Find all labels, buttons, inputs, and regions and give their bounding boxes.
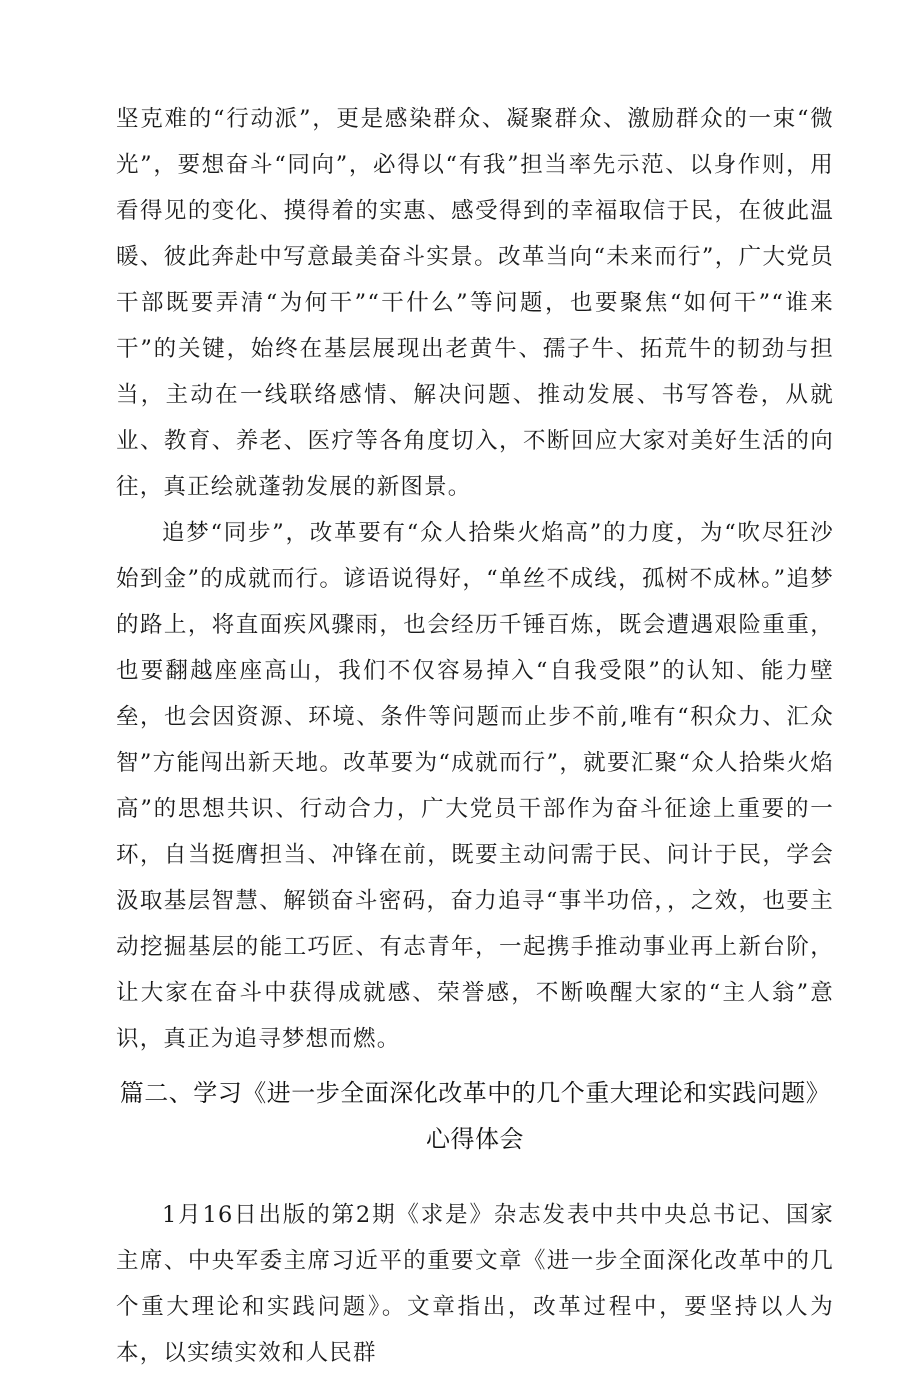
body-paragraph-3: 1月16日出版的第2期《求是》杂志发表中共中央总书记、国家主席、中央军委主席习近平的重要文章《进一步全面深化改革中的几个重大理论和实践问题》。文章指出，改革过程中，要坚持以人为本，以实绩实效和人民群 (116, 1202, 834, 1366)
document-page (116, 96, 834, 1376)
section-heading-line-1: 篇二、学习《进一步全面深化改革中的几个重大理论和实践问题》 (119, 1079, 831, 1107)
body-paragraph-1: 坚克难的“行动派”，更是感染群众、凝聚群众、激励群众的一束“微光”，要想奋斗“同向”，必得以“有我”担当率先示范、以身作则，用看得见的变化、摸得着的实惠、感受得到的幸福取信于民，在彼此温暖、彼此奔赴中写意最美奋斗实景。改革当向“未来而行”，广大党员干部既要弄清“为何干”“干什么”等问题，也要聚焦“如何干”“谁来干”的关键，始终在基层展现出老黄牛、孺子牛、拓荒牛的韧劲与担当，主动在一线联络感情、解决问题、推动发展、书写答卷，从就业、教育、养老、医疗等各角度切入，不断回应大家对美好生活的向往，真正绘就蓬勃发展的新图景。 (116, 106, 834, 500)
section-heading (116, 1070, 834, 1162)
body-paragraph-2: 追梦“同步”，改革要有“众人拾柴火焰高”的力度，为“吹尽狂沙始到金”的成就而行。谚语说得好，“单丝不成线，孤树不成林。”追梦的路上，将直面疾风骤雨，也会经历千锤百炼，既会遭遇艰险重重，也要翻越座座高山，我们不仅容易掉入“自我受限”的认知、能力壁垒，也会因资源、环境、条件等问题而止步不前,唯有“积众力、汇众智”方能闯出新天地。改革要为“成就而行”，就要汇聚“众人拾柴火焰高”的思想共识、行动合力，广大党员干部作为奋斗征途上重要的一环，自当挺膺担当、冲锋在前，既要主动问需于民、问计于民，学会汲取基层智慧、解锁奋斗密码，奋力追寻“事半功倍，，之效，也要主动挖掘基层的能工巧匠、有志青年，一起携手推动事业再上新台阶，让大家在奋斗中获得成就感、荣誉感，不断唤醒大家的“主人翁”意识，真正为追寻梦想而燃。 (116, 520, 834, 1052)
section-heading-line-2: 心得体会 (426, 1125, 524, 1153)
